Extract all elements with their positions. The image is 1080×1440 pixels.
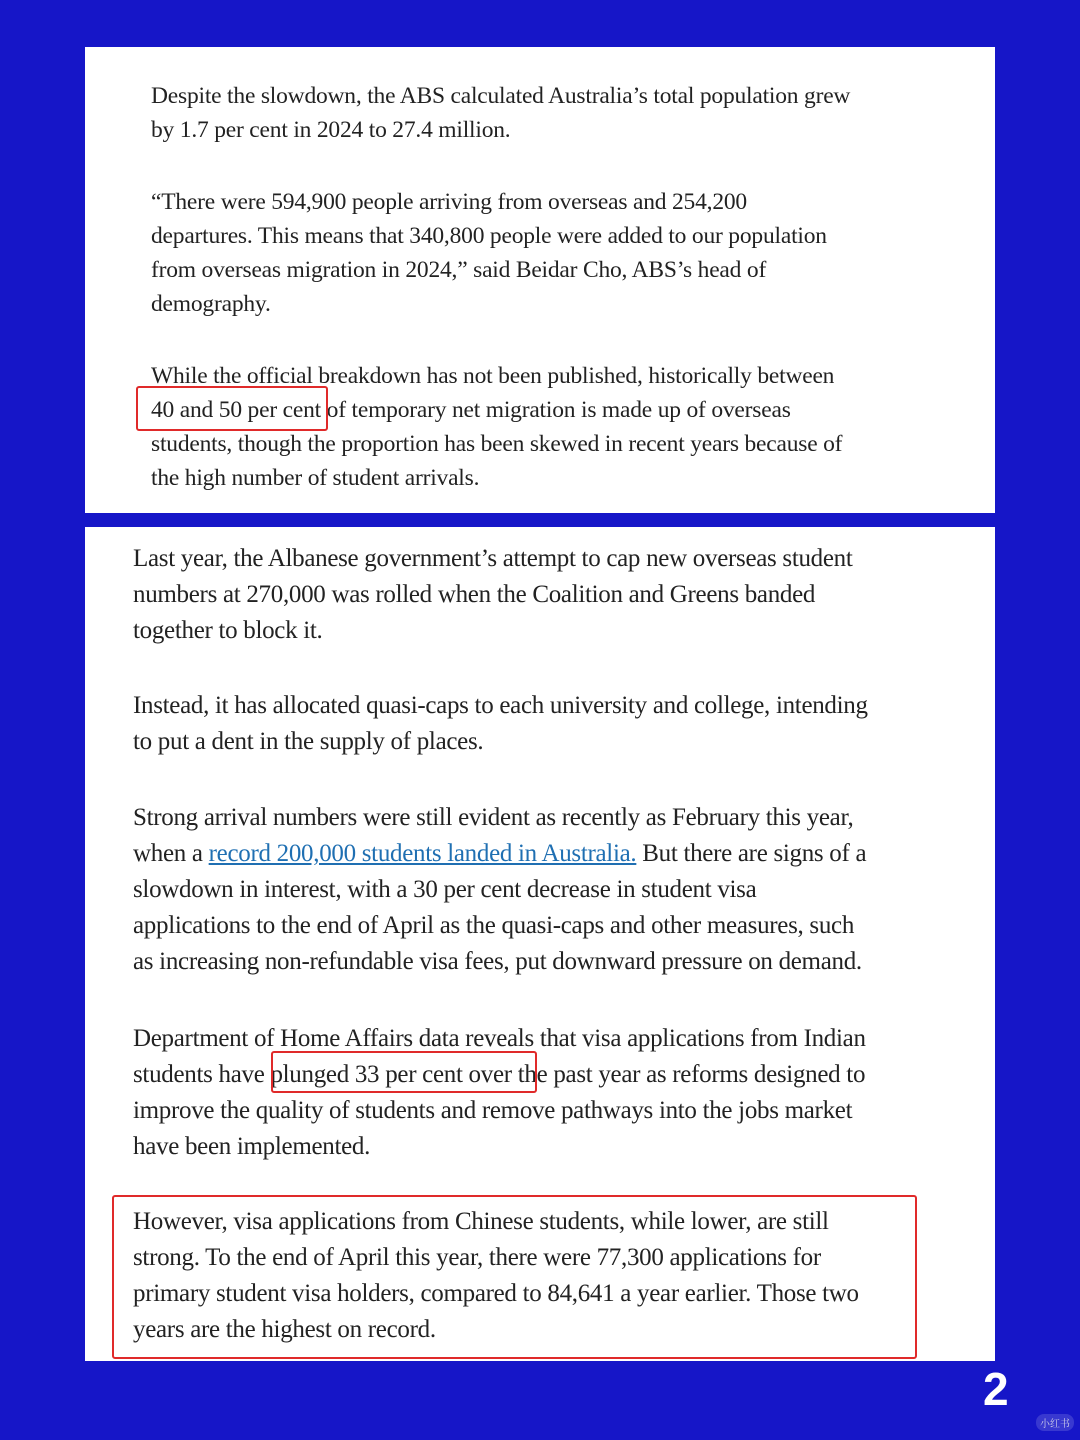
text-line: Department of Home Affairs data reveals that visa applications from Indian (133, 1025, 866, 1052)
text-line: Despite the slowdown, the ABS calculated Australia’s total population grew (151, 83, 851, 109)
text-line: the high number of student arrivals. (151, 465, 480, 491)
text-line: together to block it. (133, 617, 323, 644)
text-line (133, 1057, 866, 1093)
text-line: Last year, the Albanese government’s attempt to cap new overseas student (133, 545, 853, 572)
text-line: students, though the proportion has been skewed in recent years because of (151, 431, 843, 457)
text-line: While the official breakdown has not been published, historically between (151, 363, 835, 389)
text-line: by 1.7 per cent in 2024 to 27.4 million. (151, 117, 511, 143)
paragraph-chinese-students (133, 1204, 859, 1348)
text-line: from overseas migration in 2024,” said Beidar Cho, ABS’s head of (151, 257, 767, 283)
text-line: demography. (151, 291, 271, 317)
text-line: departures. This means that 340,800 people were added to our population (151, 223, 827, 249)
watermark-logo: 小红书 (1036, 1414, 1074, 1431)
text-line: “There were 594,900 people arriving from overseas and 254,200 (151, 189, 747, 215)
paragraph-student-cap (133, 541, 853, 649)
text-line: strong. To the end of April this year, there were 77,300 applications for (133, 1244, 821, 1271)
highlighted-phrase: plunged 33 per cent over (270, 1061, 512, 1088)
text-segment: But there are signs of a (636, 840, 867, 867)
text-line: applications to the end of April as the quasi-caps and other measures, such (133, 912, 855, 939)
text-line: However, visa applications from Chinese students, while lower, are still (133, 1208, 829, 1235)
article-excerpt-card-2 (85, 527, 995, 1361)
text-line: numbers at 270,000 was rolled when the Coalition and Greens banded (133, 581, 816, 608)
text-segment: when a (133, 840, 209, 867)
paragraph-migration-breakdown (151, 359, 842, 495)
text-line: years are the highest on record. (133, 1316, 436, 1343)
paragraph-quote-beidar-cho (151, 185, 827, 321)
text-segment: of temporary net migration is made up of overseas (320, 397, 791, 423)
text-line: improve the quality of students and remove pathways into the jobs market (133, 1097, 853, 1124)
record-students-link[interactable]: record 200,000 students landed in Australia. (208, 840, 637, 867)
text-line: to put a dent in the supply of places. (133, 728, 484, 755)
paragraph-quasi-caps (133, 688, 868, 760)
text-line (133, 836, 866, 872)
article-excerpt-card-1 (85, 47, 995, 513)
text-segment: students have (133, 1061, 271, 1088)
text-line: slowdown in interest, with a 30 per cent decrease in student visa (133, 876, 757, 903)
text-line: Instead, it has allocated quasi-caps to each university and college, intending (133, 692, 868, 719)
text-line: Strong arrival numbers were still evident as recently as February this year, (133, 804, 854, 831)
text-line: have been implemented. (133, 1133, 371, 1160)
paragraph-arrival-numbers (133, 800, 866, 980)
text-line: primary student visa holders, compared to 84,641 a year earlier. Those two (133, 1280, 859, 1307)
text-segment: the past year as reforms designed to (511, 1061, 866, 1088)
paragraph-population-growth (151, 79, 850, 147)
highlighted-phrase: 40 and 50 per cent (151, 397, 321, 423)
page-number: 2 (983, 1363, 1009, 1415)
text-line: as increasing non-refundable visa fees, put downward pressure on demand. (133, 948, 862, 975)
paragraph-home-affairs-data (133, 1021, 866, 1165)
text-line (151, 393, 842, 427)
